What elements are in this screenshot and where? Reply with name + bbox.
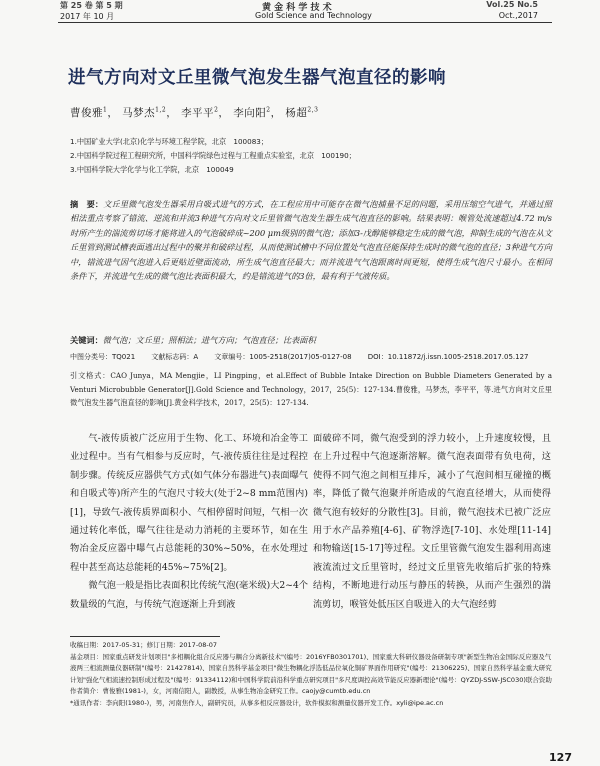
article-number: 文章编号：1005-2518(2017)05-0127-08 bbox=[214, 353, 352, 361]
article-meta bbox=[70, 352, 552, 362]
footnote-rule bbox=[70, 636, 220, 637]
doi: DOI：10.11872/j.issn.1005-2518.2017.05.127 bbox=[367, 353, 529, 361]
author-name: 李平平 bbox=[181, 107, 215, 119]
keywords-text: 微气泡；文丘里；照相法；进气方向；气泡直径；比表面积 bbox=[102, 335, 316, 345]
running-header bbox=[0, 0, 600, 22]
author-affiliation-index: 2 bbox=[266, 106, 271, 114]
corresponding-author: *通讯作者：李向阳(1980-)，男，河南焦作人，副研究员，从事多相反应器设计，软件模拟和测量仪器开发工作。xyli@ipe.ac.cn bbox=[70, 698, 444, 707]
body-column-right bbox=[313, 430, 551, 614]
author-name: 马梦杰 bbox=[122, 107, 156, 119]
page-number: 127 bbox=[549, 751, 572, 764]
abstract bbox=[70, 197, 552, 283]
body-paragraph: 气-液传质被广泛应用于生物、化工、环境和冶金等工业过程中。当有气相参与反应时，气-液传质往往是过程控制步骤。传统反应器供气方式(如气体分布器进气)表面曝气和自吸式等)所产生的气泡尺寸较大(处于2~8 mm范围内)[1]，导致气-液传质界面积小、气相停留时间短，气相一次通过转化率低，曝气往往是动力消耗的主要环节，如在生物冶金反应器中曝气占总能耗的30%~50%，在水处理过程中甚至高达总能耗的45%~75%[2]。 bbox=[70, 433, 308, 573]
author-affiliation-index: 2 bbox=[214, 106, 219, 114]
affiliation-1: 1.中国矿业大学(北京)化学与环境工程学院，北京 100083； bbox=[70, 137, 269, 146]
clc-number: 中图分类号：TQ021 bbox=[70, 353, 136, 361]
received-date: 收稿日期：2017-05-31；修订日期：2017-08-07 bbox=[70, 641, 218, 649]
document-code: 文献标志码：A bbox=[151, 353, 199, 361]
body-paragraph: 面破碎不同，微气泡受到的浮力较小，上升速度较慢，且在上升过程中气泡逐渐溶解。微气泡表面带有负电荷，这使得不同气泡之间相互排斥，减小了气泡间相互碰撞的概率，降低了微气泡聚并所造成的气泡直径增大，从而使得微气泡有较好的分散性[3]。目前，微气泡技术已被广泛应用于水产品养殖[4-6]、矿物浮选[7-10]、水处理[11-14]和物输送[15-17]等过程。文丘里管微气泡发生器利用高速液流流过文丘里管时，经过文丘里管先收缩后扩张的特殊结构，不断地进行动压与静压的转换，从而产生强烈的湍流剪切，喉管处低压区自吸进入的大气泡经剪 bbox=[313, 433, 551, 610]
header-volume-en: Vol.25 No.5 bbox=[486, 0, 538, 9]
header-date-en: Oct.,2017 bbox=[498, 11, 538, 20]
header-rule bbox=[58, 22, 552, 23]
author-name: 曹俊雅 bbox=[70, 107, 103, 119]
author-name: 杨超 bbox=[285, 107, 308, 119]
author-affiliation-index: 2,3 bbox=[307, 106, 319, 114]
body-paragraph: 微气泡一般是指比表面积比传统气泡(毫米级)大2~4个数量级的气泡，与传统气泡逐渐上升到液 bbox=[70, 580, 308, 610]
affiliation-2: 2.中国科学院过程工程研究所，中国科学院绿色过程与工程重点实验室，北京 100190； bbox=[70, 151, 356, 160]
header-date-cn: 2017 年 10 月 bbox=[60, 12, 115, 21]
body-column-left bbox=[70, 430, 308, 614]
header-journal-cn: 黄 金 科 学 技 术 bbox=[262, 3, 332, 13]
keywords bbox=[70, 335, 552, 346]
citation-format: 引文格式：CAO Junya，MA Mengjie，LI Pingping，et al.Effect of Bubble Intake Direction on Bubble Diameters Generated by a Venturi Microbubble Generator[J].Gold Science and Technology，2017，25(5)：127-134.曹俊雅，马梦杰，李平平，等.进气方向对文丘里微气泡发生器气泡直径的影响[J].黄金科学技术，2017，25(5)：127-134. bbox=[70, 371, 552, 407]
author-affiliation-index: 1,2 bbox=[155, 106, 167, 114]
header-journal-en: Gold Science and Technology bbox=[255, 11, 372, 20]
header-volume: 第 25 卷 第 5 期 bbox=[60, 1, 123, 10]
author-affiliation-index: 1 bbox=[103, 106, 108, 114]
author-name: 李向阳 bbox=[233, 107, 267, 119]
keywords-label: 关键词： bbox=[70, 335, 103, 345]
funding-note: 基金项目：国家重点研发计划项目"多相耦化组合反应器与耦合分离新技术"(编号：2016YFB0301701)、国家重大科研仪器设备研制专项"新型生物冶金国际反应器及气液两三相流测量仪器研制"(编号：21427814)、国家自然科学基金项目"微生物耦化浮选低品位氧化铜矿界面作用研究"(编号：21306225)、国家自然科学基金重大研究计划"强化气相流速控制形成过程及"(编号：91334112)和中国科学院前沿科学重点研究项目"多尺度调控高效节能反应器新理论"(编号：QYZDJ-SSW-JSC030)联合资助 bbox=[70, 652, 552, 684]
paper-title: 进气方向对文丘里微气泡发生器气泡直径的影响 bbox=[68, 68, 446, 88]
abstract-text: 文丘里微气泡发生器采用自吸式进气的方式，在工程应用中可能存在微气泡捕量不足的问题，采用压缩空气进气，并通过照相法重点考察了错流、逆流和并流3种进气方向对文丘里管微气泡发生器生成气泡直径的影响。结果表明：喉管处流速超过4.72 m/s时所产生的湍流剪切场才能将进入的气泡破碎成~200 μm级别的微气泡；添加3-戊醇能够稳定生成的微气泡，抑制生成的气泡在从文丘里管到测试槽表面逃出过程中的聚并和破碎过程，从而使测试槽中不同位置处气泡直径能保持生成时的微气泡的直径；3种进气方向中，错流进气因气泡进入后更贴近壁面流动，所生成气泡直径最大；而并流进气气泡跟离时间更短，使得生成气泡尺寸最小。在相同条件下，并流进气生成的微气泡比表面积最大，约是错流进气的3倍，最有利于气液传质。 bbox=[70, 199, 552, 282]
author-bio: 作者简介：曹俊雅(1981-)，女，河南信阳人，副教授，从事生物冶金研究工作。caojy@cumtb.edu.cn bbox=[70, 687, 371, 696]
footnotes bbox=[70, 640, 552, 710]
abstract-label: 摘 要： bbox=[70, 199, 104, 209]
author-list: 曹俊雅$^1$， 马梦杰$^{1,2}$， 李平平$^2$， 李向阳$^2$， 杨超$^{2,3}$ bbox=[70, 106, 319, 119]
affiliation-3: 3.中国科学院大学化学与化工学院，北京 100049 bbox=[70, 165, 234, 174]
